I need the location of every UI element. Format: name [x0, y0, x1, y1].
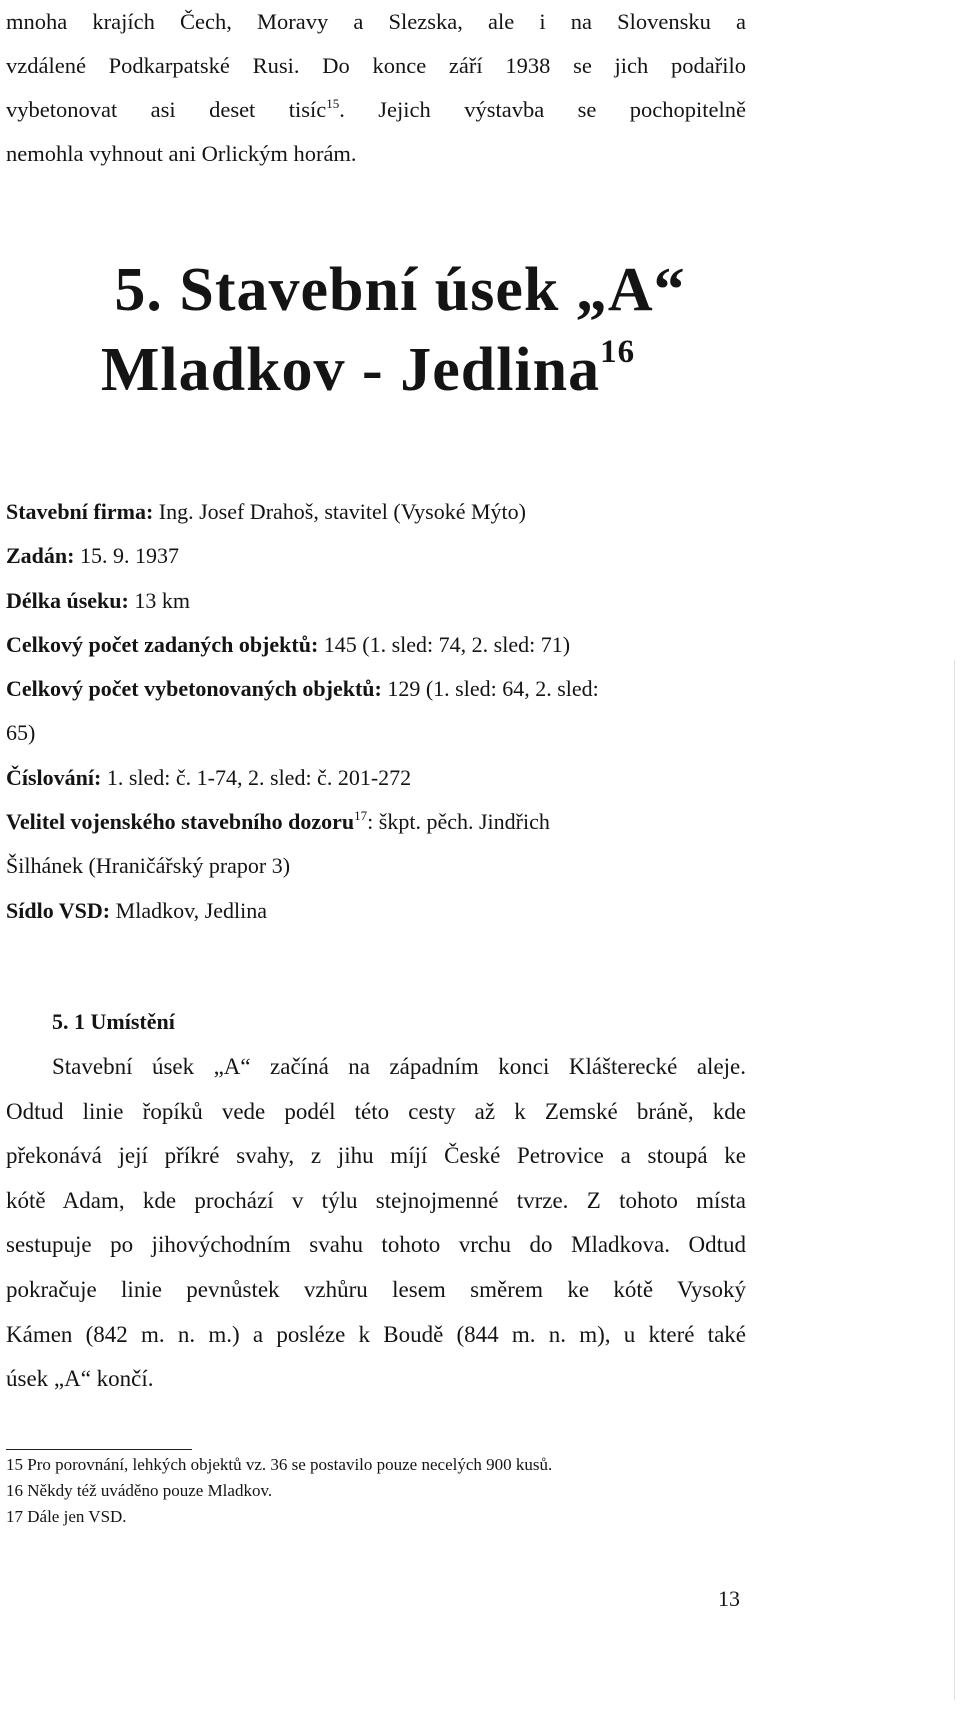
info-zadan-label: Zadán:	[6, 543, 75, 569]
intro-line-2: vzdálené Podkarpatské Rusi. Do konce září 1938 se jich podařilo	[6, 53, 746, 78]
info-zadanych-label: Celkový počet zadaných objektů:	[6, 631, 319, 657]
body-line-4: kótě Adam, kde prochází v týlu stejnojmenné tvrze. Z tohoto místa	[6, 1187, 746, 1213]
info-vybet-label: Celkový počet vybetonovaných objektů:	[6, 676, 382, 702]
body-line-7: Kámen (842 m. n. m.) a posléze k Boudě (844 m. n. m), u které také	[6, 1321, 746, 1347]
info-velitel	[6, 800, 746, 844]
body-line-8: úsek „A“ končí.	[6, 1366, 154, 1392]
chapter-title-line-1: 5. Stavební úsek „A“	[114, 256, 686, 324]
body-line-3: překonává její příkré svahy, z jihu míjí České Petrovice a stoupá ke	[6, 1143, 746, 1169]
info-cislovani-value: 1. sled: č. 1-74, 2. sled: č. 201-272	[101, 764, 412, 790]
info-vybet-value: 129 (1. sled: 64, 2. sled:	[381, 676, 599, 702]
footnote-15: 15 Pro porovnání, lehkých objektů vz. 36 se postavilo pouze necelých 900 kusů.	[6, 1455, 553, 1474]
body-line-6: pokračuje linie pevnůstek vzhůru lesem směrem ke kótě Vysoký	[6, 1276, 746, 1302]
intro-line-4: nemohla vyhnout ani Orlickým horám.	[6, 141, 357, 166]
info-firma	[6, 490, 746, 534]
info-velitel-value: : škpt. pěch. Jindřich	[367, 809, 550, 835]
info-delka-value: 13 km	[128, 587, 190, 613]
footnote-16: 16 Někdy též uváděno pouze Mladkov.	[6, 1481, 273, 1500]
info-vybetonovanych-cont: 65)	[6, 720, 36, 746]
section-info-block	[6, 490, 746, 933]
section-heading: 5. 1 Umístění	[52, 1009, 175, 1034]
scan-edge-line	[954, 660, 955, 1700]
footnote-separator	[6, 1449, 192, 1450]
info-zadan-value: 15. 9. 1937	[74, 543, 179, 569]
intro-paragraph	[6, 0, 746, 176]
body-line-1: Stavební úsek „A“ začíná na západním konci Klášterecké aleje.	[52, 1054, 746, 1079]
chapter-title-text: Mladkov - Jedlina	[100, 336, 601, 404]
body-line-2: Odtud linie řopíků vede podél této cesty až k Zemské bráně, kde	[6, 1098, 746, 1124]
footnote-ref-16: 16	[600, 334, 636, 370]
info-zadanych-value: 145 (1. sled: 74, 2. sled: 71)	[318, 631, 571, 657]
footnotes	[6, 1452, 766, 1530]
info-sidlo-label: Sídlo VSD:	[6, 897, 111, 923]
info-firma-label: Stavební firma:	[6, 499, 154, 524]
info-vybetonovanych	[6, 667, 746, 711]
info-delka	[6, 579, 746, 623]
footnote-17: 17 Dále jen VSD.	[6, 1507, 127, 1526]
footnote-ref-17: 17	[354, 808, 368, 824]
info-zadanych	[6, 623, 746, 667]
page-number: 13	[718, 1586, 740, 1611]
body-paragraph	[6, 1045, 746, 1402]
info-velitel-cont: Šilhánek (Hraničářský prapor 3)	[6, 853, 291, 879]
info-velitel-label: Velitel vojenského stavebního dozoru	[6, 809, 355, 835]
info-sidlo-value: Mladkov, Jedlina	[110, 897, 267, 923]
intro-line-3-rest: . Jejich výstavba se pochopitelně	[339, 97, 746, 122]
intro-line-3-text: vybetonovat asi deset tisíc	[6, 97, 327, 122]
info-firma-value: Ing. Josef Drahoš, stavitel (Vysoké Mýto)	[153, 499, 526, 524]
footnote-ref-15: 15	[326, 96, 340, 111]
info-cislovani-label: Číslování:	[6, 764, 102, 790]
info-zadan	[6, 534, 746, 578]
info-sidlo	[6, 889, 746, 933]
intro-line-1: mnoha krajích Čech, Moravy a Slezska, ale i na Slovensku a	[6, 9, 746, 34]
intro-line-3	[6, 88, 746, 132]
chapter-title-line-2	[0, 335, 848, 406]
body-line-5: sestupuje po jihovýchodním svahu tohoto vrchu do Mladkova. Odtud	[6, 1232, 746, 1258]
info-cislovani	[6, 756, 746, 800]
info-delka-label: Délka úseku:	[6, 587, 129, 613]
